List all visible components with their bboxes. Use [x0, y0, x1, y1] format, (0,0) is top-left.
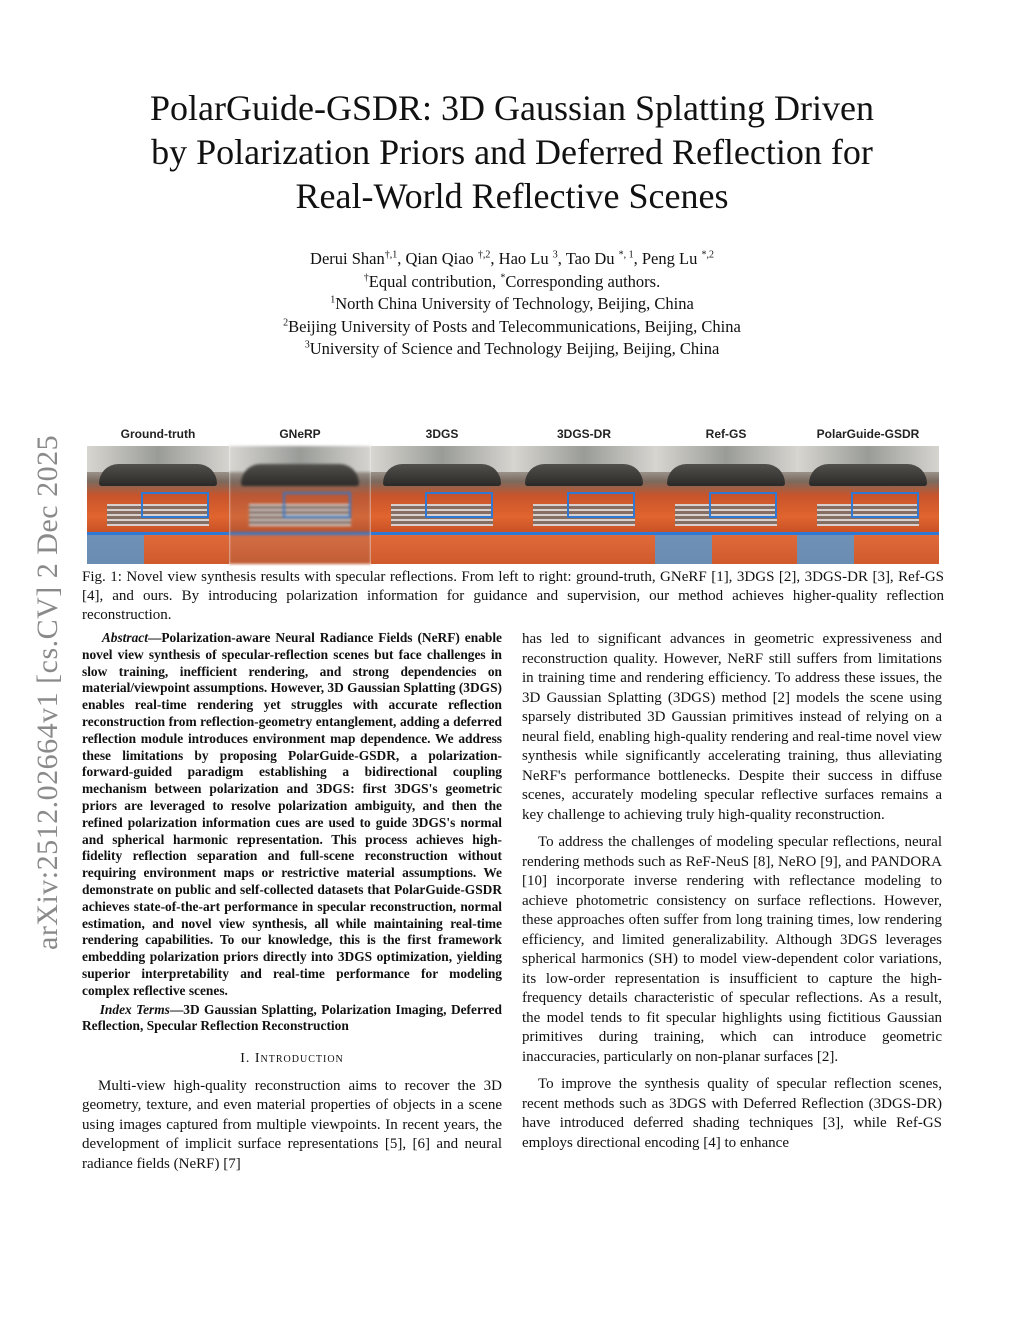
section-heading-introduction: I. Introduction [240, 1051, 344, 1067]
affiliation-2: $^2$Beijing University of Posts and Telecommunications, Beijing, China [283, 316, 741, 336]
figure-caption: Fig. 1: Novel view synthesis results with specular reflections. From left to right: ground-truth, GNeRF [1], 3DGS [2], 3DGS-DR [3], Ref-GS [4], and ours. By introducing polarization information for guidance and supervision, our method achieves higher-quality reflection reconstruction. [82, 569, 944, 623]
car-image [655, 446, 797, 564]
title-line-2: by Polarization Priors and Deferred Reflection for [151, 132, 873, 172]
intro-paragraph-3: To improve the synthesis quality of specular reflection scenes, recent methods such as 3DGS with Deferred Reflection (3DGS-DR) have introduced deferred shading techniques [3], while Ref-GS employs directional encoding [4] to enhance [522, 1076, 942, 1151]
affiliation-3: $^3$University of Science and Technology Beijing, Beijing, China [304, 339, 720, 358]
paper-title [70, 86, 954, 218]
title-line-1: PolarGuide-GSDR: 3D Gaussian Splatting Driven [150, 88, 874, 128]
title-line-3: Real-World Reflective Scenes [295, 176, 729, 216]
panel-label: GNeRP [279, 427, 321, 441]
right-column [522, 630, 942, 1161]
figure-panel-ground-truth [87, 424, 229, 564]
intro-paragraph-1: Multi-view high-quality reconstruction aims to recover the 3D geometry, texture, and even material properties of objects in a scene using images captured from multiple viewpoints. In recent years, the development of implicit surface representations [5], [6] and neural radiance fields (NeRF) [7] [82, 1077, 502, 1172]
car-image [229, 446, 371, 564]
figure-panel-3dgs [371, 424, 513, 564]
author-block [150, 248, 874, 361]
contribution-note: †Equal contribution, *Corresponding authors. [363, 271, 661, 291]
panel-label: 3DGS [425, 427, 459, 441]
figure-panel-3dgs-dr [513, 424, 655, 564]
panel-label: PolarGuide-GSDR [816, 427, 920, 441]
intro-paragraph-2: To address the challenges of modeling specular reflections, neural rendering methods such as ReF-NeuS [8], NeRO [9], and PANDORA [10] incorporate inverse rendering with reflectance modeling to achieve photometric consistency on surface reflections. However, these approaches often suffer from long training times, low rendering efficiency, and limited generalizability. Although 3DGS leverages spherical harmonics (SH) to model view-dependent color variations, its low-order representation is insufficient to capture the high-frequency details characteristic of specular reflections. As a result, the model tends to fit specular highlights using fictitious Gaussian primitives during training, which can introduce geometric inaccuracies, particularly on non-planar surfaces [2]. [522, 834, 942, 1065]
abstract-label: Abstract [101, 630, 148, 645]
intro-paragraph-1-cont: has led to significant advances in geometric expressiveness and reconstruction quality. However, NeRF still suffers from limitations in training time and rendering efficiency. To address these issues, the 3D Gaussian Splatting (3DGS) method [2] models the scene using sparsely distributed 3D Gaussian primitives instead of relying on a neural field, enabling high-quality rendering and real-time novel view synthesis while significantly accelerating training, thus alleviating NeRF's performance bottlenecks. Despite their success in diffuse scenes, accurately modeling specular reflective surfaces remains a key challenge to achieving truly high-quality reconstruction. [522, 631, 942, 823]
panel-label: Ground-truth [120, 427, 196, 441]
index-terms [82, 1002, 502, 1036]
panel-label: Ref-GS [705, 427, 747, 441]
arxiv-stamp[interactable]: arXiv:2512.02664v1 [cs.CV] 2 Dec 2025 [31, 434, 64, 950]
car-image [513, 446, 655, 564]
car-image [797, 446, 939, 564]
figure-panel-ref-gs [655, 424, 797, 564]
car-image [371, 446, 513, 564]
figure-1 [87, 424, 942, 564]
left-column [82, 630, 502, 1174]
abstract [82, 630, 502, 1000]
figure-panel-gnerp [229, 424, 371, 564]
figure-panel-polarguide-gsdr [797, 424, 939, 564]
abstract-text: —Polarization-aware Neural Radiance Fields (NeRF) enable novel view synthesis of specular-reflection scenes but face challenges in slow training, inefficient rendering, and strong dependencies on material/viewpoint assumptions. However, 3D Gaussian Splatting (3DGS) enables real-time rendering yet struggles with accurate reflection reconstruction from reflection-geometry entanglement, adding a deferred reflection module introduces environment map dependence. We address these limitations by proposing PolarGuide-GSDR, a polarization-forward-guided paradigm establishing a bidirectional coupling mechanism between polarization and 3DGS: first 3DGS's geometric priors are leveraged to resolve polarization ambiguity, and then the refined polarization information cues are used to guide 3DGS's normal and spherical harmonic representation. This process achieves high-fidelity reflection separation and full-scene reconstruction without requiring environment maps or restrictive material assumptions. We demonstrate on public and self-collected datasets that PolarGuide-GSDR achieves state-of-the-art performance in specular reconstruction, normal estimation, and novel view synthesis, all while maintaining real-time rendering capabilities. To our knowledge, this is the first framework embedding polarization priors directly into 3DGS optimization, yielding superior interpretability and real-time performance for modeling complex reflective scenes. [82, 630, 502, 998]
panel-label: 3DGS-DR [556, 427, 611, 441]
affiliation-1: $^1$North China University of Technology, Beijing, China [330, 294, 694, 313]
index-terms-label: Index Terms [99, 1001, 170, 1017]
index-terms-text: —3D Gaussian Splatting, Polarization Imaging, Deferred Reflection, Specular Reflection Reconstruction [82, 1001, 502, 1034]
author-list: Derui Shan$^{\dagger,1}$, Qian Qiao $^{\dagger,2}$, Hao Lu $^3$, Tao Du $^{*, 1}$, Peng Lu $^{*,2}$ [310, 249, 714, 268]
car-image [87, 446, 229, 564]
